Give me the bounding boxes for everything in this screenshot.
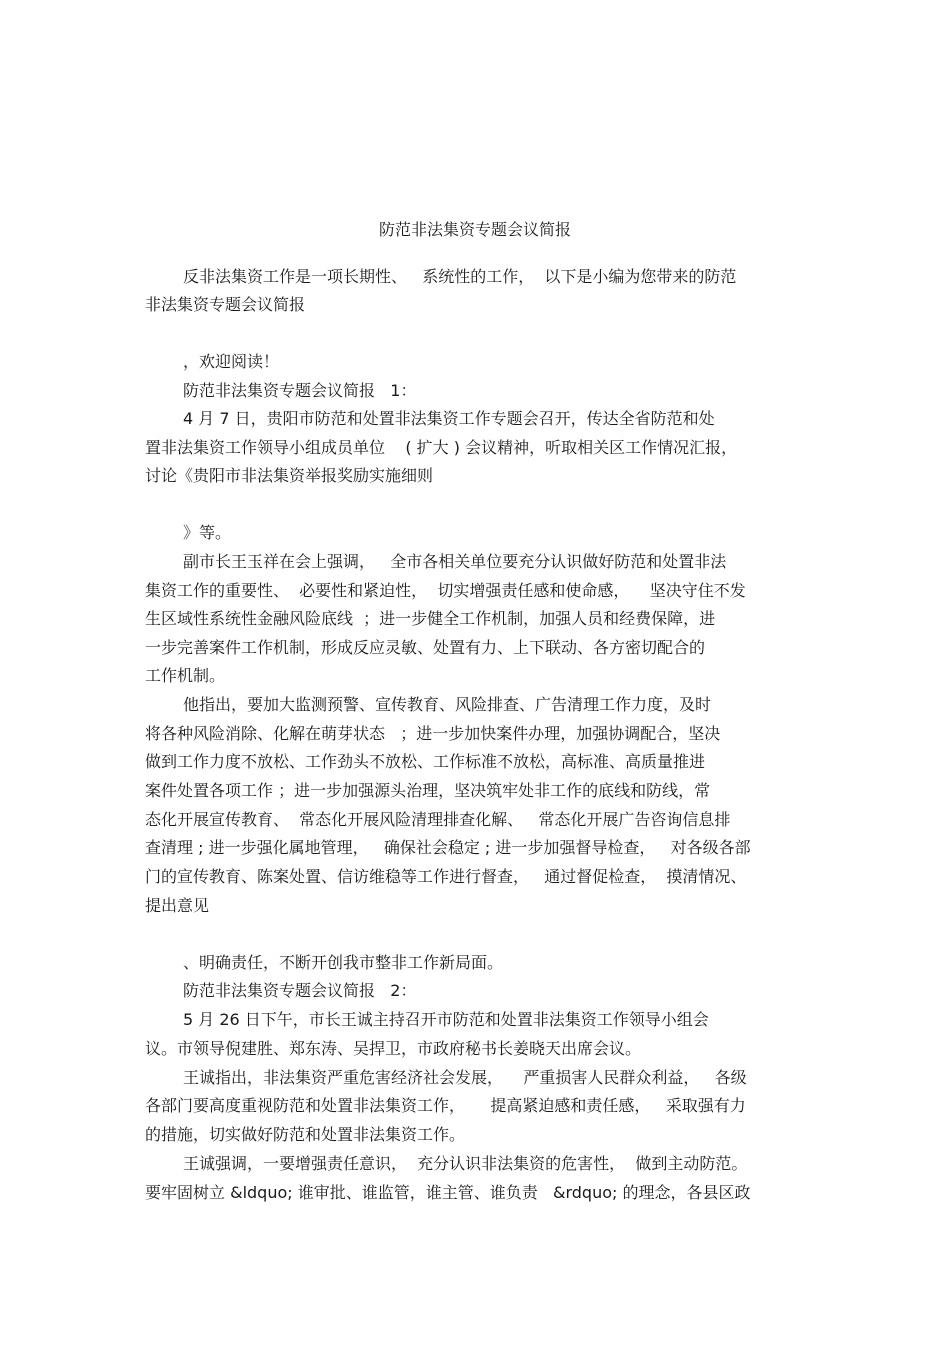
text-line: 工作机制。: [145, 666, 226, 685]
text-line: 案件处置各项工作 ；进一步加强源头治理，坚决筑牢处非工作的底线和防线，常: [145, 781, 711, 800]
text-line: 各部门要高度重视防范和处置非法集资工作， 提高紧迫感和责任感， 采取强有力: [145, 1096, 746, 1115]
text-line: 门的宣传教育、陈案处置、信访维稳等工作进行督查， 通过督促检查， 摸清情况、: [145, 867, 747, 886]
text-line: 5 月 26 日下午，市长王诚主持召开市防范和处置非法集资工作领导小组会: [183, 1010, 709, 1029]
text-line: 生区域性系统性金融风险底线 ；进一步健全工作机制，加强人员和经费保障，进: [145, 609, 716, 628]
text-line: 提出意见: [145, 896, 210, 915]
text-line: 反非法集资工作是一项长期性、 系统性的工作， 以下是小编为您带来的防范: [183, 267, 737, 286]
text-line: 将各种风险消除、化解在萌芽状态 ；进一步加快案件办理，加强协调配合，坚决: [145, 724, 721, 743]
text-line: ，欢迎阅读！: [183, 352, 280, 371]
text-line: 态化开展宣传教育、 常态化开展风险清理排查化解、 常态化开展广告咨询信息排: [145, 810, 731, 829]
text-line: 要牢固树立 &ldquo; 谁审批、谁监管，谁主管、谁负责 &rdquo; 的理念，各县区政: [145, 1183, 751, 1202]
document-title: 防范非法集资专题会议简报: [378, 220, 571, 239]
text-line: 置非法集资工作领导小组成员单位 ( 扩大 ) 会议精神，听取相关区工作情况汇报，: [145, 438, 738, 457]
text-line: 做到工作力度不放松、工作劲头不放松、工作标准不放松，高标准、高质量推进: [145, 752, 706, 771]
section-heading: 防范非法集资专题会议简报 2：: [183, 981, 417, 1000]
text-line: 、明确责任，不断开创我市整非工作新局面。: [183, 953, 504, 972]
text-line: 》等。: [183, 523, 232, 542]
text-line: 的措施，切实做好防范和处置非法集资工作。: [145, 1125, 466, 1144]
text-line: 集资工作的重要性、 必要性和紧迫性， 切实增强责任感和使命感， 坚决守住不发: [145, 581, 746, 600]
text-line: 王诚强调，一要增强责任意识， 充分认识非法集资的危害性， 做到主动防范。: [183, 1154, 748, 1173]
text-line: 4 月 7 日，贵阳市防范和处置非法集资工作专题会召开，传达全省防范和处: [183, 409, 715, 428]
text-line: 议。市领导倪建胜、郑东涛、吴捍卫，市政府秘书长姜晓天出席会议。: [145, 1039, 642, 1058]
text-line: 他指出，要加大监测预警、宣传教育、风险排查、广告清理工作力度，及时: [183, 695, 712, 714]
text-line: 王诚指出，非法集资严重危害经济社会发展， 严重损害人民群众利益， 各级: [183, 1068, 747, 1087]
text-line: 一步完善案件工作机制，形成反应灵敏、处置有力、上下联动、各方密切配合的: [145, 638, 706, 657]
text-line: 查清理 ; 进一步强化属地管理， 确保社会稳定 ; 进一步加强督导检查， 对各级各部: [145, 838, 751, 857]
text-line: 讨论《贵阳市非法集资举报奖励实施细则: [145, 466, 434, 485]
text-line: 副市长王玉祥在会上强调， 全市各相关单位要充分认识做好防范和处置非法: [183, 552, 727, 571]
text-line: 非法集资专题会议简报: [145, 295, 306, 314]
section-heading: 防范非法集资专题会议简报 1：: [183, 381, 417, 400]
